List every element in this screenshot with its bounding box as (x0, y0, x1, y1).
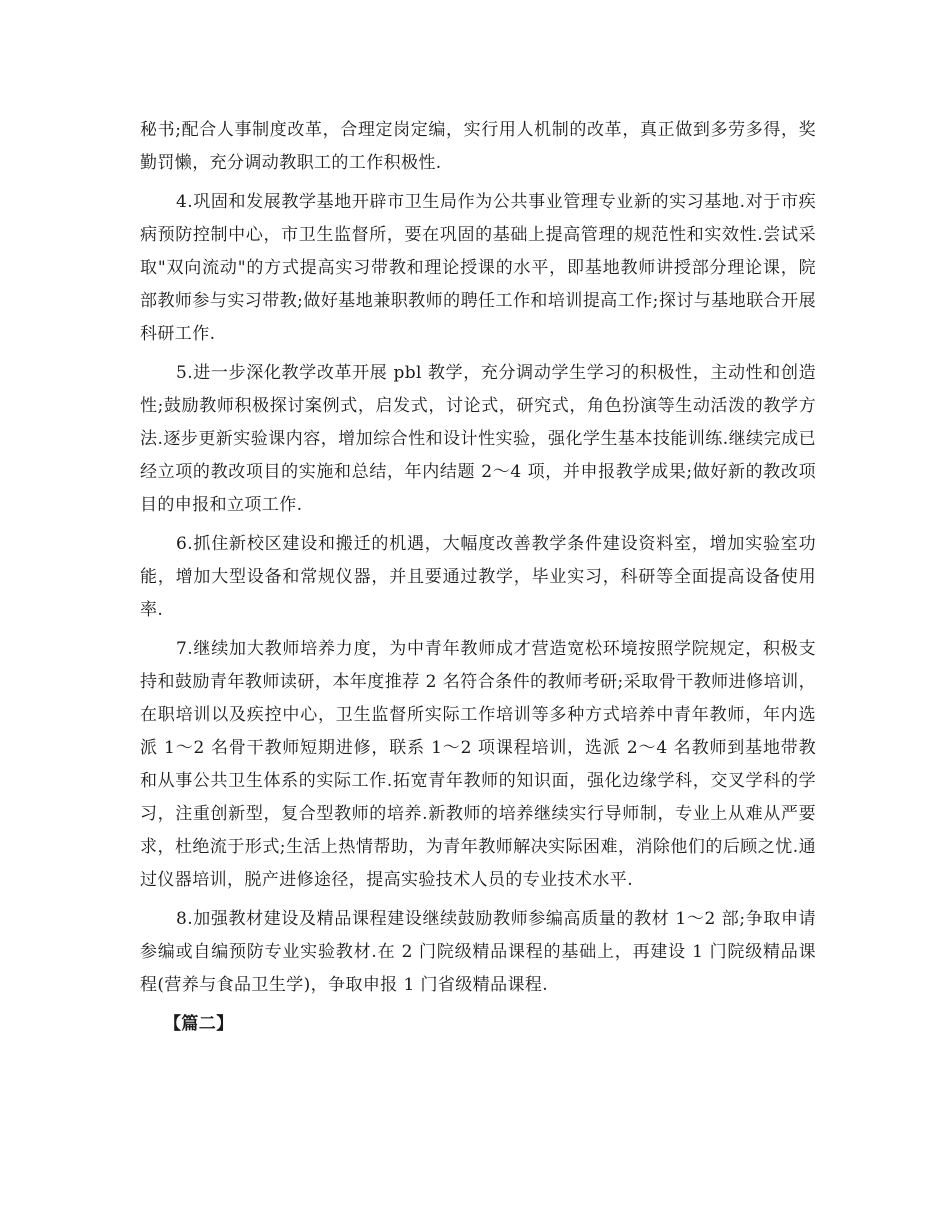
paragraph-continuation: 秘书;配合人事制度改革，合理定岗定编，实行用人机制的改革，真正做到多劳多得，奖勤罚懒，充分调动教职工的工作积极性. (140, 120, 816, 173)
paragraph-item-7: 7.继续加大教师培养力度，为中青年教师成才营造宽松环境按照学院规定，积极支持和鼓励青年教师读研，本年度推荐 2 名符合条件的教师考研;采取骨干教师进修培训，在职培训以及疾控中心，卫生监督所实际工作培训等多种方式培养中青年教师，年内选派 1～2 名骨干教师短期进修，联系 1～2 项课程培训，选派 2～4 名教师到基地带教和从事公共卫生体系的实际工作.拓宽青年教师的知识面，强化边缘学科，交叉学科的学习，注重创新型，复合型教师的培养.新教师的培养继续实行导师制，专业上从难从严要求，杜绝流于形式;生活上热情帮助，为青年教师解决实际困难，消除他们的后顾之忧.通过仪器培训，脱产进修途径，提高实验技术人员的专业技术水平. (140, 639, 816, 890)
paragraph-item-4: 4.巩固和发展教学基地开辟市卫生局作为公共事业管理专业新的实习基地.对于市疾病预防控制中心，市卫生监督所，要在巩固的基础上提高管理的规范性和实效性.尝试采取"双向流动"的方式提高实习带教和理论授课的水平，即基地教师讲授部分理论课，院部教师参与实习带教;做好基地兼职教师的聘任工作和培训提高工作;探讨与基地联合开展科研工作. (140, 192, 816, 344)
section-heading: 【篇二】 (164, 1014, 234, 1034)
document-body (140, 114, 816, 1047)
paragraph-item-6: 6.抓住新校区建设和搬迁的机遇，大幅度改善教学条件建设资料室，增加实验室功能，增加大型设备和常规仪器，并且要通过教学，毕业实习，科研等全面提高设备使用率. (140, 534, 816, 620)
paragraph-item-8: 8.加强教材建设及精品课程建设继续鼓励教师参编高质量的教材 1～2 部;争取申请参编或自编预防专业实验教材.在 2 门院级精品课程的基础上，再建设 1 门院级精品课程(营养与食品卫生学)，争取申报 1 门省级精品课程. (140, 909, 816, 995)
paragraph-item-5: 5.进一步深化教学改革开展 pbl 教学，充分调动学生学习的积极性，主动性和创造性;鼓励教师积极探讨案例式，启发式，讨论式，研究式，角色扮演等生动活泼的教学方法.逐步更新实验课内容，增加综合性和设计性实验，强化学生基本技能训练.继续完成已经立项的教改项目的实施和总结，年内结题 2～4 项，并申报教学成果;做好新的教改项目的申报和立项工作. (140, 363, 816, 515)
